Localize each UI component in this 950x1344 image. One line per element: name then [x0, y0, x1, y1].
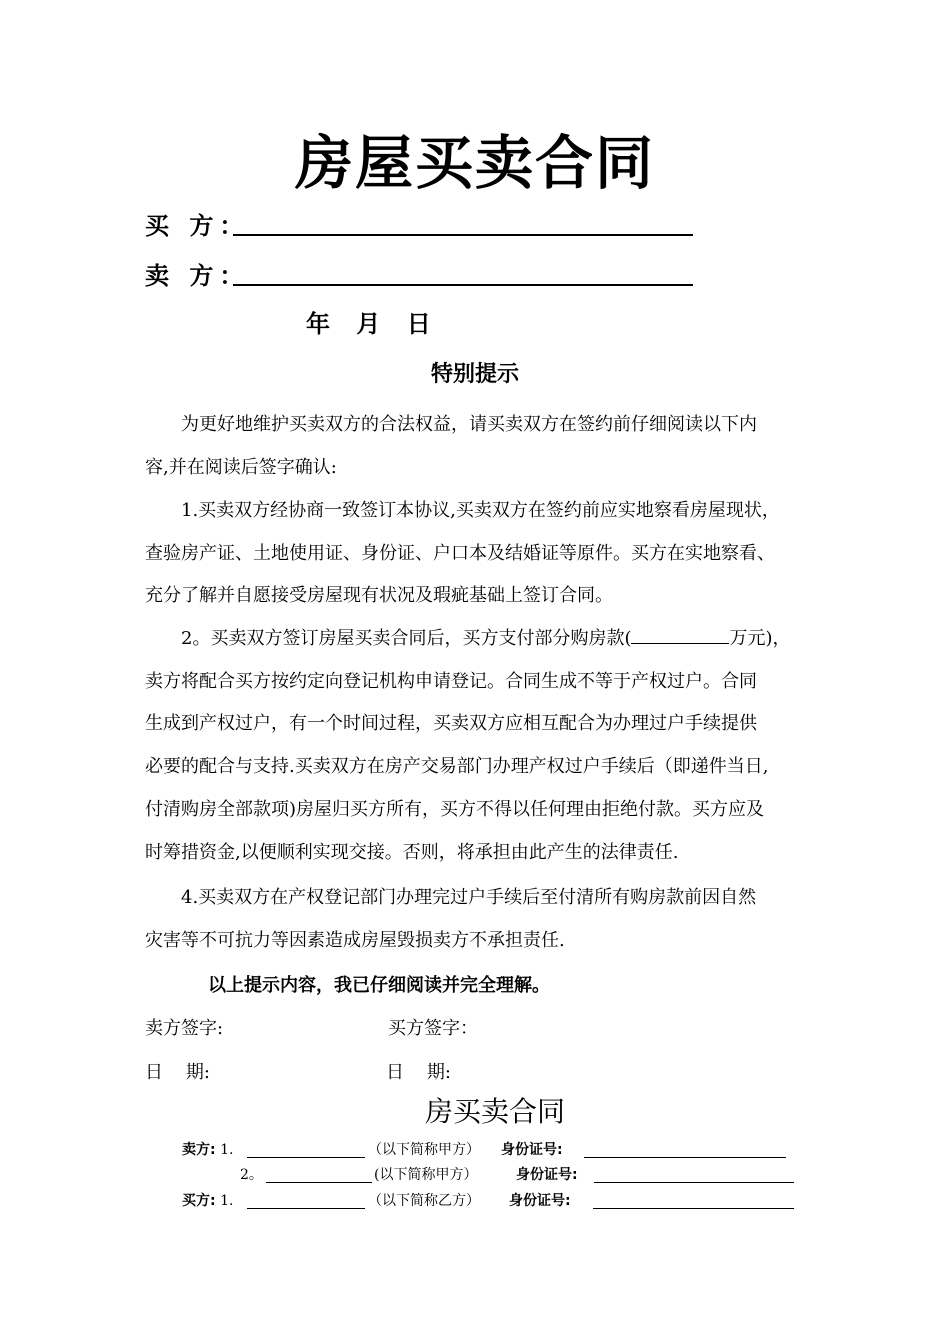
text-line: 查验房产证、土地使用证、身份证、户口本及结婚证等原件。买方在实地察看、 [145, 542, 775, 564]
text-line: 4.买卖双方在产权登记部门办理完过户手续后至付清所有购房款前因自然 [181, 887, 757, 908]
notice-intro [145, 404, 820, 489]
item2-text-pre: 2。买卖双方签订房屋买卖合同后，买方支付部分购房款( [181, 628, 632, 649]
text-line [145, 618, 820, 661]
name-blank [247, 1157, 365, 1158]
seller-label: 卖 方： [145, 261, 250, 290]
date-right-label: 日 期: [386, 1062, 451, 1083]
buyer-blank [233, 234, 693, 236]
text-line: 充分了解并自愿接受房屋现有状况及瑕疵基础上签订合同。 [145, 585, 613, 607]
role-label: 买方: [182, 1193, 216, 1209]
name-blank [247, 1208, 365, 1209]
id-blank [584, 1157, 786, 1158]
document-title: 房屋买卖合同 [294, 129, 655, 197]
contract2-row-2 [240, 1165, 263, 1185]
notice-title: 特别提示 [430, 362, 519, 387]
role-label: 卖方: [182, 1142, 216, 1158]
id-label: 身份证号: [516, 1167, 578, 1183]
text-line: 生成到产权过户，有一个时间过程，买卖双方应相互配合为办理过户手续提供 [145, 713, 757, 735]
buyer-sign-label: 买方签字： [388, 1018, 478, 1039]
acknowledgement: 以上提示内容，我已仔细阅读并完全理解。 [208, 975, 550, 996]
seller-blank [233, 284, 693, 286]
text-line: 灾害等不可抗力等因素造成房屋毁损卖方不承担责任. [145, 929, 565, 951]
notice-item-4 [145, 877, 820, 962]
text-line: 容,并在阅读后签字确认: [145, 456, 337, 478]
name-blank [266, 1182, 372, 1183]
text-line: 卖方将配合买方按约定向登记机构申请登记。合同生成不等于产权过户。合同 [145, 670, 757, 692]
row-note: （以下简称乙方） [368, 1193, 480, 1209]
id-blank [593, 1208, 794, 1209]
seller-sign-label: 卖方签字: [145, 1018, 224, 1039]
row-note: (以下简称甲方） [374, 1167, 478, 1183]
text-line: 时筹措资金,以便顺利实现交接。否则，将承担由此产生的法律责任. [145, 841, 679, 863]
notice-item-2 [145, 618, 820, 874]
text-line: 必要的配合与支持.买卖双方在房产交易部门办理产权过户手续后（即递件当日, [145, 756, 769, 778]
row-number: 2。 [240, 1167, 263, 1183]
buyer-label: 买 方： [145, 211, 250, 240]
month-label: 月 [356, 309, 381, 338]
row-number: 1. [220, 1193, 234, 1209]
day-label: 日 [406, 309, 431, 338]
id-blank [594, 1182, 794, 1183]
text-line: 1.买卖双方经协商一致签订本协议,买卖双方在签约前应实地察看房屋现状， [181, 500, 780, 521]
buyer-line [145, 210, 249, 242]
row-number: 1. [220, 1142, 234, 1158]
contract2-row-3 [182, 1191, 233, 1211]
amount-blank [631, 629, 729, 644]
row-note: （以下简称甲方） [368, 1142, 480, 1158]
notice-item-1 [145, 490, 820, 618]
contract2-row-1 [182, 1140, 233, 1160]
id-label: 身份证号: [509, 1193, 571, 1209]
item2-text-post: 万元)， [729, 628, 791, 649]
contract2-title: 房买卖合同 [424, 1095, 565, 1128]
text-line: 付清购房全部款项)房屋归买方所有，买方不得以任何理由拒绝付款。买方应及 [145, 798, 765, 820]
seller-line [145, 260, 249, 292]
date-left-label: 日 期: [145, 1062, 210, 1083]
text-line: 为更好地维护买卖双方的合法权益，请买卖双方在签约前仔细阅读以下内 [181, 414, 757, 435]
year-label: 年 [306, 309, 330, 338]
id-label: 身份证号: [501, 1142, 563, 1158]
date-line [306, 308, 449, 340]
